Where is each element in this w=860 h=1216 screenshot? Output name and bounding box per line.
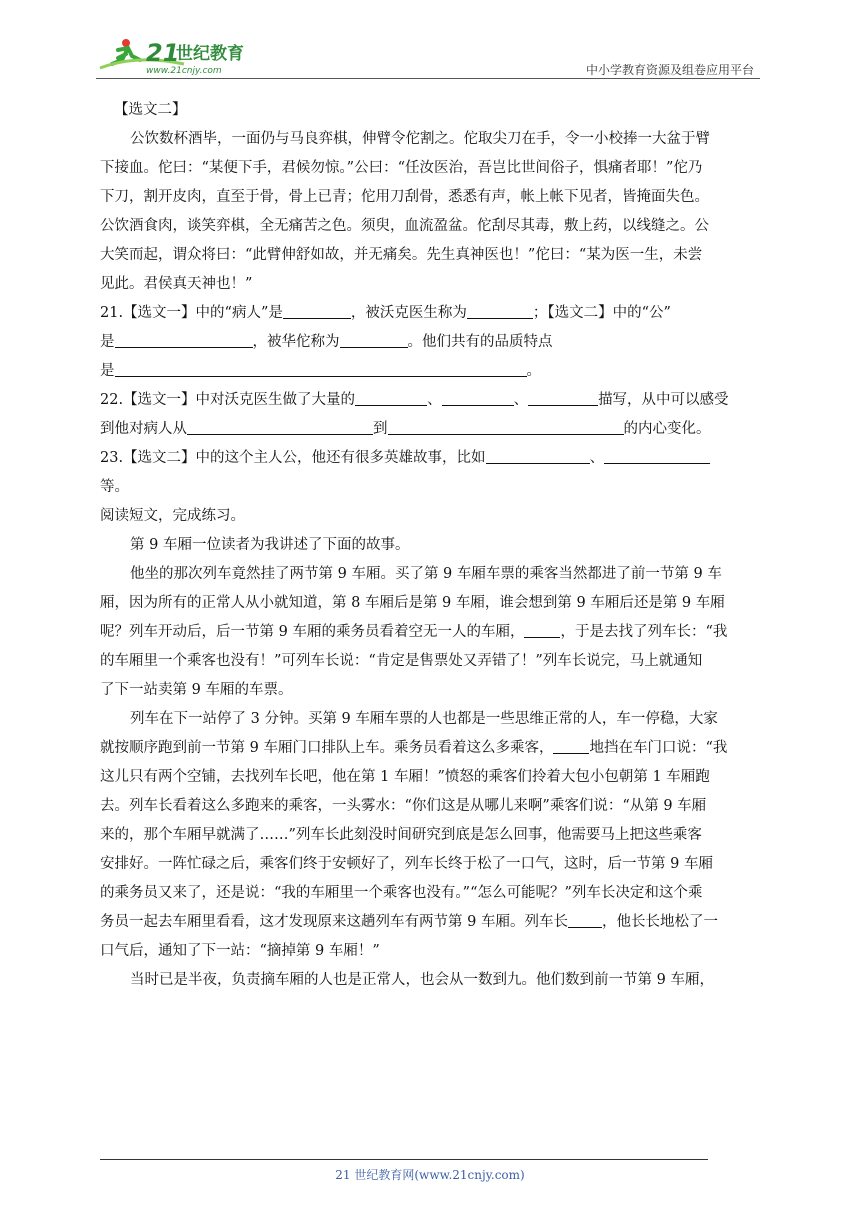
story-line: 就按顺序跑到前一节第 9 车厢门口排队上车。乘务员看着这么多乘客， 地挡在车门口说：“我 bbox=[100, 734, 762, 763]
answer-blank[interactable] bbox=[187, 416, 373, 435]
answer-blank[interactable] bbox=[486, 445, 590, 464]
answer-blank[interactable] bbox=[115, 329, 253, 348]
page-header bbox=[96, 34, 760, 78]
story-line: 口气后，通知了下一站：“摘掉第 9 车厢！” bbox=[100, 943, 380, 959]
story-line: 的乘务员又来了，还是说：“我的车厢里一个乘客也没有。”“怎么可能呢？”列车长决定和这个乘 bbox=[100, 885, 703, 901]
reading-instruction: 阅读短文，完成练习。 bbox=[100, 508, 245, 524]
document-body bbox=[100, 96, 762, 995]
question-23: 23.【选文二】中的这个主人公，他还有很多英雄故事，比如 、 bbox=[100, 444, 762, 473]
story-line: 安排好。一阵忙碌之后，乘客们终于安顿好了，列车长终于松了一口气，这时，后一节第 9 车厢 bbox=[100, 856, 713, 872]
footer-divider bbox=[100, 1159, 708, 1160]
story-line: 第 9 车厢一位读者为我讲述了下面的故事。 bbox=[130, 537, 410, 553]
answer-blank[interactable] bbox=[528, 387, 598, 406]
question-21: 21.【选文一】中的“病人”是 ，被沃克医生称为 ；【选文二】中的“公” bbox=[100, 299, 762, 328]
question-22-cont: 到他对病人从 到 的内心变化。 bbox=[100, 415, 762, 444]
answer-blank[interactable] bbox=[388, 416, 624, 435]
runner-head-icon bbox=[122, 39, 130, 47]
paragraph-line: 大笑而起，谓众将曰：“此臂伸舒如故，并无痛矣。先生真神医也！”佗曰：“某为医一生，未尝 bbox=[100, 247, 703, 263]
answer-blank[interactable] bbox=[340, 329, 408, 348]
question-22: 22.【选文一】中对沃克医生做了大量的 、 、 描写，从中可以感受 bbox=[100, 386, 762, 415]
story-line: 厢，因为所有的正常人从小就知道，第 8 车厢后是第 9 车厢，谁会想到第 9 车厢后还是第 9 车厢 bbox=[100, 595, 725, 611]
answer-blank[interactable] bbox=[524, 619, 560, 638]
story-line: 来的，那个车厢早就满了……”列车长此刻没时间研究到底是怎么回事，他需要马上把这些乘客 bbox=[100, 827, 702, 843]
answer-blank[interactable] bbox=[568, 909, 602, 928]
answer-blank[interactable] bbox=[115, 358, 527, 377]
story-line: 列车在下一站停了 3 分钟。买第 9 车厢车票的人也都是一些思维正常的人，车一停稳，大家 bbox=[130, 711, 718, 727]
story-line: 的车厢里一个乘客也没有！”可列车长说：“肯定是售票处又弄错了！”列车长说完，马上就通知 bbox=[100, 653, 703, 669]
story-line: 了下一站卖第 9 车厢的车票。 bbox=[100, 682, 293, 698]
question-23-cont: 等。 bbox=[100, 479, 129, 495]
answer-blank[interactable] bbox=[283, 300, 351, 319]
answer-blank[interactable] bbox=[553, 735, 589, 754]
story-line: 这儿只有两个空铺，去找列车长吧，他在第 1 车厢！”愤怒的乘客们拎着大包小包朝第 1 车厢跑 bbox=[100, 769, 710, 785]
story-line: 他坐的那次列车竟然挂了两节第 9 车厢。买了第 9 车厢车票的乘客当然都进了前一节第 9 车 bbox=[130, 566, 722, 582]
question-21-cont: 是 ，被华佗称为 。他们共有的品质特点 bbox=[100, 328, 762, 357]
answer-blank[interactable] bbox=[604, 445, 710, 464]
paragraph-line: 见此。君侯真天神也！” bbox=[100, 276, 253, 292]
story-line: 去。列车长看着这么多跑来的乘客，一头雾水：“你们这是从哪儿来啊”乘客们说：“从第 9 车厢 bbox=[100, 798, 707, 814]
section-title: 【选文二】 bbox=[114, 102, 187, 118]
story-line: 当时已是半夜，负责摘车厢的人也是正常人，也会从一数到九。他们数到前一节第 9 车厢， bbox=[130, 972, 714, 988]
paragraph-line: 下刀，割开皮肉，直至于骨，骨上已青；佗用刀刮骨，悉悉有声，帐上帐下见者，皆掩面失色。 bbox=[100, 189, 709, 205]
site-logo bbox=[96, 34, 266, 78]
paragraph-line: 公饮数杯酒毕，一面仍与马良弈棋，伸臂令佗割之。佗取尖刀在手，令一小校捧一大盆于臂 bbox=[130, 131, 710, 147]
answer-blank[interactable] bbox=[467, 300, 533, 319]
paragraph-line: 下接血。佗曰：“某便下手，君候勿惊。”公曰：“任汝医治，吾岂比世间俗子，惧痛者耶！”佗乃 bbox=[100, 160, 703, 176]
header-divider bbox=[96, 78, 760, 79]
paragraph-line: 公饮酒食肉，谈笑弈棋，全无痛苦之色。须臾，血流盈盆。佗刮尽其毒，敷上药，以线缝之。公 bbox=[100, 218, 709, 234]
story-line: 呢？列车开动后，后一节第 9 车厢的乘务员看着空无一人的车厢， ，于是去找了列车长：“我 bbox=[100, 618, 762, 647]
answer-blank[interactable] bbox=[355, 387, 427, 406]
platform-name: 中小学教育资源及组卷应用平台 bbox=[585, 63, 754, 77]
story-line: 务员一起去车厢里看看，这才发现原来这趟列车有两节第 9 车厢。列车长 ，他长长地松了一 bbox=[100, 908, 762, 937]
question-21-cont: 是 。 bbox=[100, 357, 762, 386]
answer-blank[interactable] bbox=[442, 387, 514, 406]
logo-cn: 世纪教育 bbox=[176, 44, 244, 64]
logo-url: www.21cnjy.com bbox=[146, 66, 222, 76]
page-footer: 21 世纪教育网(www.21cnjy.com) bbox=[335, 1168, 525, 1182]
logo-number: 21 bbox=[146, 39, 180, 67]
